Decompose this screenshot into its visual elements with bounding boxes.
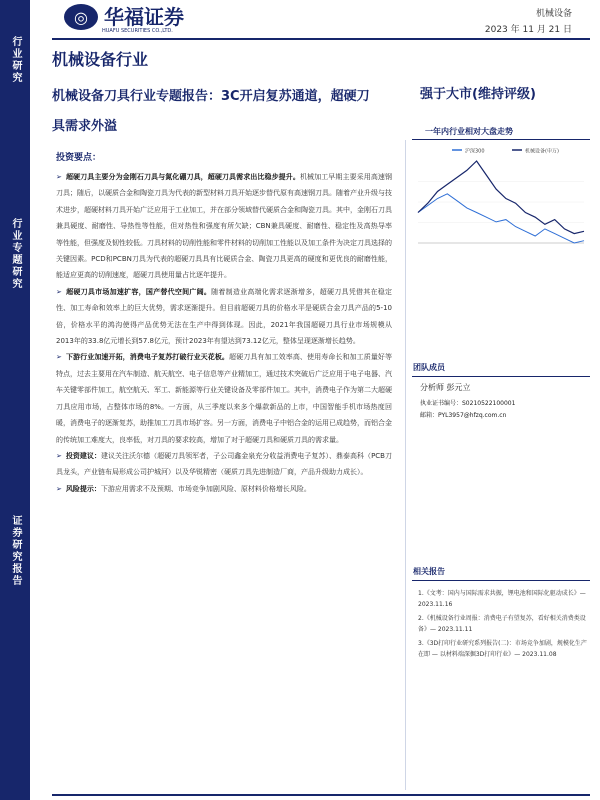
paragraph-text: 下游应用需求不及预期、市场竞争加剧风险、原材料价格增长风险。 bbox=[100, 484, 311, 493]
paragraph-lead: 超硬刀具主要分为金刚石刀具与氮化硼刀具，超硬刀具需求出比稳步提升。 bbox=[65, 173, 300, 181]
paragraph-text: 随着制造业高端化需求逐渐增多，超硬刀具凭借其在稳定性、加工寿命和效率上的巨大优势，需求逐渐提升。但目前超硬刀具的价格水平是硬质合金刀具产品的5-10倍，价格水平的鸿沟使得产品优势无法在生产中得到体现。因此，2021年我国超硬刀具行业市场规模从2013年的33.8亿元增长到57.8亿元，预计2023年有望达到73.12亿元，整体呈现逐渐增长趋势。 bbox=[56, 287, 393, 346]
body-paragraph bbox=[56, 169, 392, 284]
logo-english: HUAFU SECURITIES CO.,LTD. bbox=[102, 28, 173, 34]
paragraph-lead: 投资建议： bbox=[65, 451, 101, 460]
body-paragraph bbox=[56, 448, 392, 481]
paragraph-text: 建议关注沃尔德（超硬刀具领军者，子公司鑫金泉充分收益消费电子复苏）、鼎泰高科（PCB刀具龙头，产业链布局形成公司护城河）以及华锐精密（硬质刀具先进制造厂商，产品升级助力成长）。 bbox=[56, 451, 392, 477]
investment-highlights-heading: 投资要点： bbox=[56, 153, 102, 163]
body-paragraph bbox=[56, 349, 392, 447]
bullet-arrow-icon: ➢ bbox=[56, 173, 62, 181]
paragraph-text: 机械加工早期主要采用高速钢刀具；随后，以硬质合金和陶瓷刀具为代表的新型材料刀具开始逐步替代原有高速钢刀具。随着产业升级与技术进步，超硬材料刀具开始广泛应用于工业加工，并在部分领域替代硬质合金和陶瓷刀具。其中，金刚石刀具兼具硬度、耐磨性、导热性等性能，但对热性和强度有所欠缺；CBN兼具硬度、耐磨性、稳定性及高热导率等性能，但强度及韧性较低。刀具材料的切削性能和零件材料的切削加工性能以及加工条件为决定刀具选择的关键因素。PCD和PCBN刀具为代表的超硬刀具具有比硬质合金、陶瓷刀具更高的硬度和更优良的耐磨性能，能适应更高的切削速度，超硬刀具使用量占比逐年提升。 bbox=[56, 173, 393, 280]
chart-title: 一年内行业相对大盘走势 bbox=[425, 127, 513, 136]
sidebar bbox=[0, 0, 30, 800]
report-title: 机械设备刀具行业专题报告：3C开启复苏通道，超硬刀具需求外溢 bbox=[52, 89, 370, 134]
header-industry: 机械设备 bbox=[535, 9, 572, 19]
logo-mark-icon: ◎ bbox=[64, 4, 98, 30]
legend-label: 沪深300 bbox=[465, 148, 485, 155]
related-list bbox=[418, 588, 588, 663]
chart-series-line-0 bbox=[418, 194, 584, 243]
body-paragraph bbox=[56, 284, 392, 350]
header-date: 2023 年 11 月 21 日 bbox=[484, 25, 572, 35]
sidebar-label-industry-research: 行业研究 bbox=[10, 36, 21, 84]
team-divider bbox=[412, 376, 590, 377]
footer-divider bbox=[52, 794, 590, 796]
performance-chart bbox=[412, 143, 590, 253]
paragraph-text: 超硬刀具有加工效率高、使用寿命长和加工质量好等特点，过去主要用在汽车制造、航天航空、电子信息等产业精加工，通过技术突破后广泛应用于电子电器、汽车关键零部件加工，航空航天、军工、新能源等行业关键设备及零部件加工。其中，消费电子作为第二大超硬刀具应用市场，占整体市场的8%。一方面，从三季度以来多个爆款新品的上市，中国智能手机市场热度回暖，消费电子的逐渐复苏，助推加工刀具市场扩容。另一方面，消费电子中铝合金的运用已成趋势，而铝合金的传统加工难度大，良率低，对刀具的要求较高，增加了对于超硬刀具和硬质刀具的需求量。 bbox=[56, 353, 393, 444]
related-title: 相关报告 bbox=[413, 567, 445, 576]
bullet-arrow-icon: ➢ bbox=[56, 287, 62, 296]
paragraph-lead: 超硬刀具市场加速扩容，国产替代空间广阔。 bbox=[65, 287, 212, 296]
analyst-name: 分析师 彭元立 bbox=[420, 383, 471, 392]
team-title: 团队成员 bbox=[413, 363, 445, 372]
related-item[interactable]: 3.《3D打印行业研究系列报告(二)：市场竞争加剧，规模化生产在即 — 以材料端深掘3D打印行业》— 2023.11.08 bbox=[418, 640, 587, 658]
column-divider bbox=[405, 140, 406, 790]
company-logo bbox=[64, 4, 184, 30]
analyst-email[interactable]: 邮箱：PYL3957@hfzq.com.cn bbox=[420, 412, 507, 419]
header-divider bbox=[52, 38, 590, 40]
legend-label: 机械设备(申万) bbox=[525, 148, 559, 155]
sidebar-label-topic-research: 行业专题研究 bbox=[10, 218, 21, 290]
paragraph-lead: 风险提示： bbox=[65, 484, 101, 493]
report-body bbox=[56, 150, 392, 497]
related-item[interactable]: 1.《文考：国内与国际需求共振，锂电池和国际化驱动成长》— 2023.11.16 bbox=[418, 590, 586, 608]
bullet-arrow-icon: ➢ bbox=[56, 451, 62, 460]
sector-title: 机械设备行业 bbox=[52, 50, 149, 69]
related-divider bbox=[412, 580, 590, 581]
bullet-arrow-icon: ➢ bbox=[56, 353, 62, 362]
related-item[interactable]: 2.《机械设备行业周报：消费电子有望复苏，看好相关消费类设备》— 2023.11.11 bbox=[418, 615, 586, 633]
bullet-arrow-icon: ➢ bbox=[56, 484, 62, 493]
chart-title-divider bbox=[412, 139, 590, 140]
body-paragraph bbox=[56, 481, 392, 497]
analyst-cert: 执业证书编号：S0210522100001 bbox=[420, 400, 516, 407]
sidebar-label-securities-report: 证券研究报告 bbox=[10, 515, 21, 587]
paragraph-lead: 下游行业加速开拓，消费电子复苏打破行业天花板。 bbox=[65, 353, 230, 362]
rating: 强于大市(维持评级) bbox=[420, 87, 536, 102]
logo-text: 华福证券 bbox=[104, 5, 184, 29]
